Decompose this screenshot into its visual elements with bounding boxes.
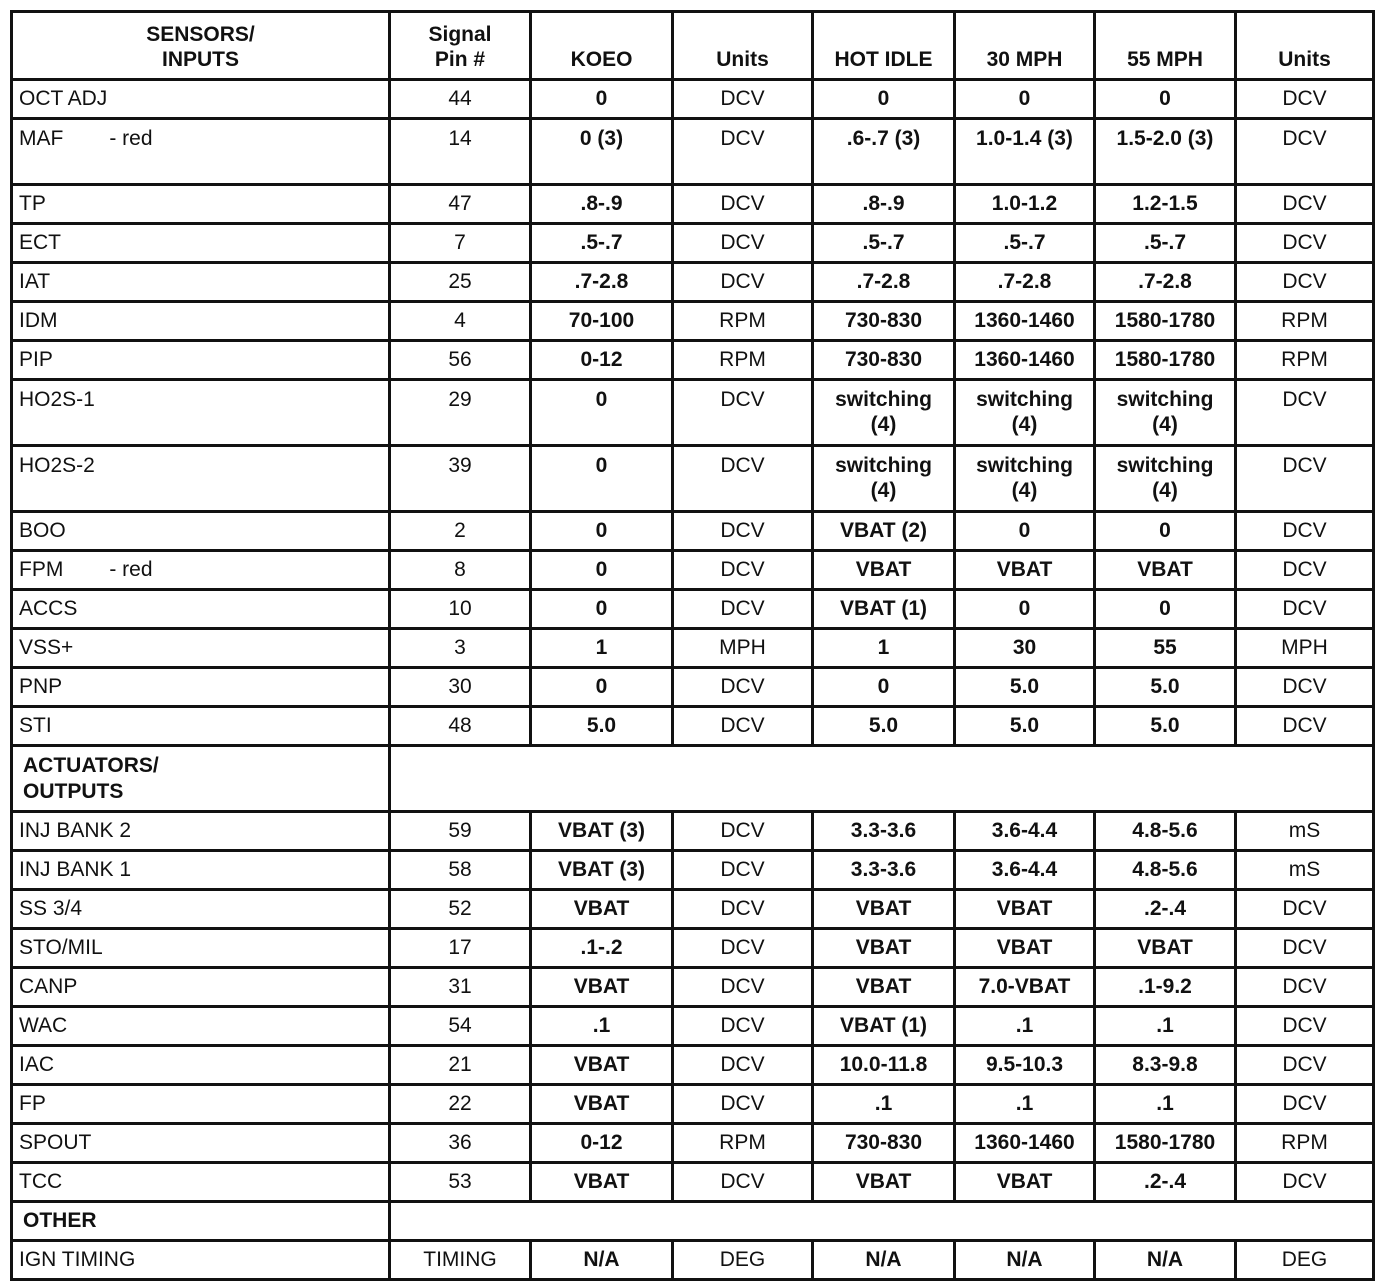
signal-name-text: HO2S-2 [19,454,95,477]
signal-pin: 36 [390,1124,531,1163]
header-sensors-line2: INPUTS [161,47,239,71]
units-2: DCV [1236,551,1374,590]
value-30-mph: 0 [955,590,1095,629]
signal-pin: 48 [390,707,531,746]
signal-name-text: IAT [19,270,51,294]
value-30-mph: VBAT [955,890,1095,929]
value-55-mph: .7-2.8 [1095,263,1236,302]
value-koeo: 0 [531,590,673,629]
units-2: DCV [1236,119,1374,185]
value-55-mph: 4.8-5.6 [1095,812,1236,851]
table-row [12,185,1374,224]
units-1: DCV [673,185,813,224]
table-row [12,302,1374,341]
units-1: DCV [673,1163,813,1202]
signal-name [12,851,390,890]
signal-name [12,302,390,341]
value-30-mph: .5-.7 [955,224,1095,263]
value-hot-idle: 730-830 [813,1124,955,1163]
signal-name-text: CANP [19,975,78,999]
signal-name [12,707,390,746]
signal-pin: 22 [390,1085,531,1124]
value-30-mph: 1.0-1.4 (3) [955,119,1095,185]
table-row [12,341,1374,380]
units-2: DCV [1236,1007,1374,1046]
value-55-mph: 1580-1780 [1095,302,1236,341]
table-row [12,1163,1374,1202]
value-hot-idle: .8-.9 [813,185,955,224]
signal-name-text: BOO [19,519,66,543]
value-30-mph: 30 [955,629,1095,668]
signal-name-text: HO2S-1 [19,388,95,411]
units-1: DCV [673,263,813,302]
signal-name-text: VSS+ [19,636,74,660]
value-55-mph: switching (4) [1095,380,1236,446]
units-2: DCV [1236,1046,1374,1085]
units-1: DCV [673,590,813,629]
signal-name [12,890,390,929]
value-30-mph: VBAT [955,929,1095,968]
units-2: DCV [1236,512,1374,551]
value-koeo: .7-2.8 [531,263,673,302]
value-hot-idle: 1 [813,629,955,668]
value-hot-idle: VBAT (2) [813,512,955,551]
table-row [12,263,1374,302]
value-55-mph: .5-.7 [1095,224,1236,263]
value-55-mph: 55 [1095,629,1236,668]
value-hot-idle: .6-.7 (3) [813,119,955,185]
signal-name-text: MAF [19,127,64,150]
signal-pin: 2 [390,512,531,551]
section-blank-other [390,1202,1374,1241]
value-30-mph: 1360-1460 [955,1124,1095,1163]
table-row [12,1007,1374,1046]
units-2: DCV [1236,380,1374,446]
value-55-mph: switching (4) [1095,446,1236,512]
table-row [12,590,1374,629]
signal-name-text: INJ BANK 1 [19,858,132,882]
value-koeo: VBAT [531,1163,673,1202]
value-hot-idle: VBAT [813,929,955,968]
value-30-mph: 1.0-1.2 [955,185,1095,224]
header-units-2: Units [1236,12,1374,80]
value-hot-idle: 730-830 [813,341,955,380]
signal-wire-color: - red [109,127,153,150]
units-2: DCV [1236,668,1374,707]
section-label-line1: ACTUATORS/ [23,754,159,778]
signal-name [12,929,390,968]
signal-name [12,1241,390,1280]
value-30-mph: 0 [955,512,1095,551]
units-1: DCV [673,80,813,119]
section-label-actuators [12,746,390,812]
value-30-mph: 0 [955,80,1095,119]
signal-pin: 25 [390,263,531,302]
value-55-mph: 0 [1095,590,1236,629]
signal-name-text: STO/MIL [19,936,103,960]
table-row [12,812,1374,851]
units-1: DCV [673,446,813,512]
table-row [12,968,1374,1007]
value-hot-idle: .7-2.8 [813,263,955,302]
value-koeo: 0-12 [531,341,673,380]
signal-pin: 3 [390,629,531,668]
signal-pin: 17 [390,929,531,968]
value-55-mph: VBAT [1095,929,1236,968]
value-30-mph: N/A [955,1241,1095,1280]
units-2: MPH [1236,629,1374,668]
value-koeo: .8-.9 [531,185,673,224]
signal-name [12,551,390,590]
signal-pin: 44 [390,80,531,119]
value-hot-idle: 0 [813,80,955,119]
section-label-other: OTHER [12,1202,390,1241]
units-2: mS [1236,812,1374,851]
units-2: DCV [1236,929,1374,968]
units-2: DCV [1236,1163,1374,1202]
value-55-mph: N/A [1095,1241,1236,1280]
table-row [12,707,1374,746]
value-30-mph: .1 [955,1007,1095,1046]
units-2: DCV [1236,185,1374,224]
signal-name [12,80,390,119]
table-row [12,929,1374,968]
signal-pin: 10 [390,590,531,629]
signal-name-text: ECT [19,231,61,255]
signal-pin: 14 [390,119,531,185]
header-hot-idle: HOT IDLE [813,12,955,80]
units-2: DCV [1236,224,1374,263]
signal-pin: 58 [390,851,531,890]
signal-name [12,1046,390,1085]
value-hot-idle: switching (4) [813,446,955,512]
value-koeo: 0 [531,446,673,512]
value-30-mph: .7-2.8 [955,263,1095,302]
signal-pin: 4 [390,302,531,341]
signal-name-text: STI [19,714,52,738]
value-hot-idle: N/A [813,1241,955,1280]
header-koeo: KOEO [531,12,673,80]
signal-name [12,1085,390,1124]
units-2: DCV [1236,1085,1374,1124]
value-30-mph: 1360-1460 [955,302,1095,341]
spec-sheet [10,10,1372,1278]
signal-name [12,590,390,629]
signal-name [12,1163,390,1202]
units-2: DCV [1236,968,1374,1007]
signal-pin: 59 [390,812,531,851]
value-30-mph: switching (4) [955,380,1095,446]
table-row [12,890,1374,929]
header-signal-pin [390,12,531,80]
signal-pin: 53 [390,1163,531,1202]
signal-name-text: FP [19,1092,46,1116]
header-sensors-line1: SENSORS/ [146,22,255,46]
signal-name-text: IDM [19,309,58,333]
signal-name [12,119,390,185]
value-koeo: 5.0 [531,707,673,746]
units-1: DCV [673,380,813,446]
units-1: DCV [673,1046,813,1085]
table-row [12,80,1374,119]
table-row [12,1085,1374,1124]
signal-wire-color: - red [109,558,153,582]
value-koeo: VBAT [531,890,673,929]
units-2: RPM [1236,1124,1374,1163]
value-55-mph: 8.3-9.8 [1095,1046,1236,1085]
value-55-mph: 1580-1780 [1095,341,1236,380]
value-koeo: .1 [531,1007,673,1046]
signal-pin: 29 [390,380,531,446]
table-row [12,851,1374,890]
units-1: DEG [673,1241,813,1280]
signal-name [12,629,390,668]
value-55-mph: VBAT [1095,551,1236,590]
value-hot-idle: VBAT (1) [813,590,955,629]
value-hot-idle: VBAT [813,890,955,929]
signal-name-text: INJ BANK 2 [19,819,132,843]
units-1: DCV [673,812,813,851]
value-hot-idle: VBAT [813,551,955,590]
table-row [12,1241,1374,1280]
table-row [12,551,1374,590]
units-2: RPM [1236,302,1374,341]
value-koeo: 1 [531,629,673,668]
value-koeo: VBAT [531,1046,673,1085]
value-hot-idle: VBAT (1) [813,1007,955,1046]
table-row [12,224,1374,263]
signal-name-text: SS 3/4 [19,897,83,921]
table-body [12,80,1374,1280]
header-row [12,12,1374,80]
units-2: DCV [1236,80,1374,119]
value-koeo: 0-12 [531,1124,673,1163]
signal-pin: 21 [390,1046,531,1085]
value-55-mph: 4.8-5.6 [1095,851,1236,890]
signal-name-text: OCT ADJ [19,87,108,111]
value-hot-idle: switching (4) [813,380,955,446]
value-hot-idle: 730-830 [813,302,955,341]
value-55-mph: 1.5-2.0 (3) [1095,119,1236,185]
value-55-mph: 0 [1095,80,1236,119]
value-55-mph: 5.0 [1095,668,1236,707]
signal-name [12,380,390,446]
value-koeo: 0 [531,668,673,707]
signal-pin: 47 [390,185,531,224]
signal-name [12,446,390,512]
units-1: DCV [673,119,813,185]
header-sensors-inputs [12,12,390,80]
header-signal-line2: Pin # [434,47,486,71]
units-1: DCV [673,1085,813,1124]
value-30-mph: VBAT [955,1163,1095,1202]
units-2: DEG [1236,1241,1374,1280]
signal-name [12,1007,390,1046]
value-30-mph: 3.6-4.4 [955,851,1095,890]
signal-pin: 54 [390,1007,531,1046]
signal-name-text: WAC [19,1014,68,1038]
signal-name [12,512,390,551]
value-hot-idle: 3.3-3.6 [813,851,955,890]
signal-pin: 56 [390,341,531,380]
value-hot-idle: 10.0-11.8 [813,1046,955,1085]
section-row-actuators [12,746,1374,812]
table-row [12,1046,1374,1085]
table-row [12,629,1374,668]
value-koeo: VBAT (3) [531,851,673,890]
value-55-mph: .1 [1095,1007,1236,1046]
table-row [12,512,1374,551]
units-1: RPM [673,341,813,380]
value-hot-idle: .5-.7 [813,224,955,263]
section-row-other [12,1202,1374,1241]
value-hot-idle: VBAT [813,1163,955,1202]
value-55-mph: .1-9.2 [1095,968,1236,1007]
header-55-mph: 55 MPH [1095,12,1236,80]
value-koeo: 0 [531,551,673,590]
signal-name-text: FPM [19,558,64,582]
value-55-mph: 0 [1095,512,1236,551]
signal-name-text: SPOUT [19,1131,92,1155]
units-2: DCV [1236,707,1374,746]
units-1: RPM [673,1124,813,1163]
units-2: mS [1236,851,1374,890]
value-koeo: 0 [531,512,673,551]
signal-name-text: TP [19,192,46,216]
units-1: DCV [673,551,813,590]
table-row [12,380,1374,446]
signal-pin: TIMING [390,1241,531,1280]
signal-pin: 7 [390,224,531,263]
pin-voltage-table [10,10,1375,1281]
signal-name-text: PNP [19,675,63,699]
value-koeo: VBAT [531,968,673,1007]
table-row [12,1124,1374,1163]
signal-name [12,185,390,224]
value-koeo: 70-100 [531,302,673,341]
value-55-mph: 1580-1780 [1095,1124,1236,1163]
units-1: DCV [673,707,813,746]
header-units-1: Units [673,12,813,80]
section-label-line2: OUTPUTS [23,779,124,803]
header-30-mph: 30 MPH [955,12,1095,80]
units-2: DCV [1236,590,1374,629]
table-row [12,119,1374,185]
units-1: RPM [673,302,813,341]
value-30-mph: 1360-1460 [955,341,1095,380]
value-55-mph: .1 [1095,1085,1236,1124]
signal-name-text: IGN TIMING [19,1248,136,1272]
units-1: DCV [673,929,813,968]
value-30-mph: 7.0-VBAT [955,968,1095,1007]
signal-pin: 8 [390,551,531,590]
units-1: DCV [673,668,813,707]
value-30-mph: .1 [955,1085,1095,1124]
value-55-mph: .2-.4 [1095,890,1236,929]
units-1: DCV [673,968,813,1007]
value-koeo: 0 [531,80,673,119]
units-1: DCV [673,512,813,551]
value-30-mph: 3.6-4.4 [955,812,1095,851]
value-koeo: 0 (3) [531,119,673,185]
table-row [12,446,1374,512]
signal-name [12,812,390,851]
value-30-mph: VBAT [955,551,1095,590]
value-koeo: N/A [531,1241,673,1280]
signal-name [12,1124,390,1163]
value-30-mph: switching (4) [955,446,1095,512]
units-1: DCV [673,1007,813,1046]
value-koeo: .1-.2 [531,929,673,968]
signal-name [12,968,390,1007]
value-koeo: VBAT (3) [531,812,673,851]
value-koeo: .5-.7 [531,224,673,263]
value-hot-idle: 5.0 [813,707,955,746]
signal-name [12,668,390,707]
value-55-mph: 1.2-1.5 [1095,185,1236,224]
signal-pin: 30 [390,668,531,707]
units-2: DCV [1236,263,1374,302]
signal-name-text: PIP [19,348,53,372]
value-30-mph: 5.0 [955,668,1095,707]
value-55-mph: .2-.4 [1095,1163,1236,1202]
header-signal-line1: Signal [428,22,492,46]
value-hot-idle: 3.3-3.6 [813,812,955,851]
units-2: RPM [1236,341,1374,380]
signal-pin: 39 [390,446,531,512]
table-row [12,668,1374,707]
value-koeo: VBAT [531,1085,673,1124]
signal-pin: 31 [390,968,531,1007]
value-30-mph: 9.5-10.3 [955,1046,1095,1085]
signal-pin: 52 [390,890,531,929]
value-hot-idle: VBAT [813,968,955,1007]
units-2: DCV [1236,890,1374,929]
units-1: MPH [673,629,813,668]
units-2: DCV [1236,446,1374,512]
signal-name-text: TCC [19,1170,63,1194]
signal-name [12,224,390,263]
signal-name [12,341,390,380]
value-30-mph: 5.0 [955,707,1095,746]
signal-name-text: ACCS [19,597,78,621]
value-55-mph: 5.0 [1095,707,1236,746]
units-1: DCV [673,890,813,929]
section-blank-actuators [390,746,1374,812]
signal-name [12,263,390,302]
value-hot-idle: 0 [813,668,955,707]
units-1: DCV [673,851,813,890]
signal-name-text: IAC [19,1053,55,1077]
value-hot-idle: .1 [813,1085,955,1124]
value-koeo: 0 [531,380,673,446]
units-1: DCV [673,224,813,263]
